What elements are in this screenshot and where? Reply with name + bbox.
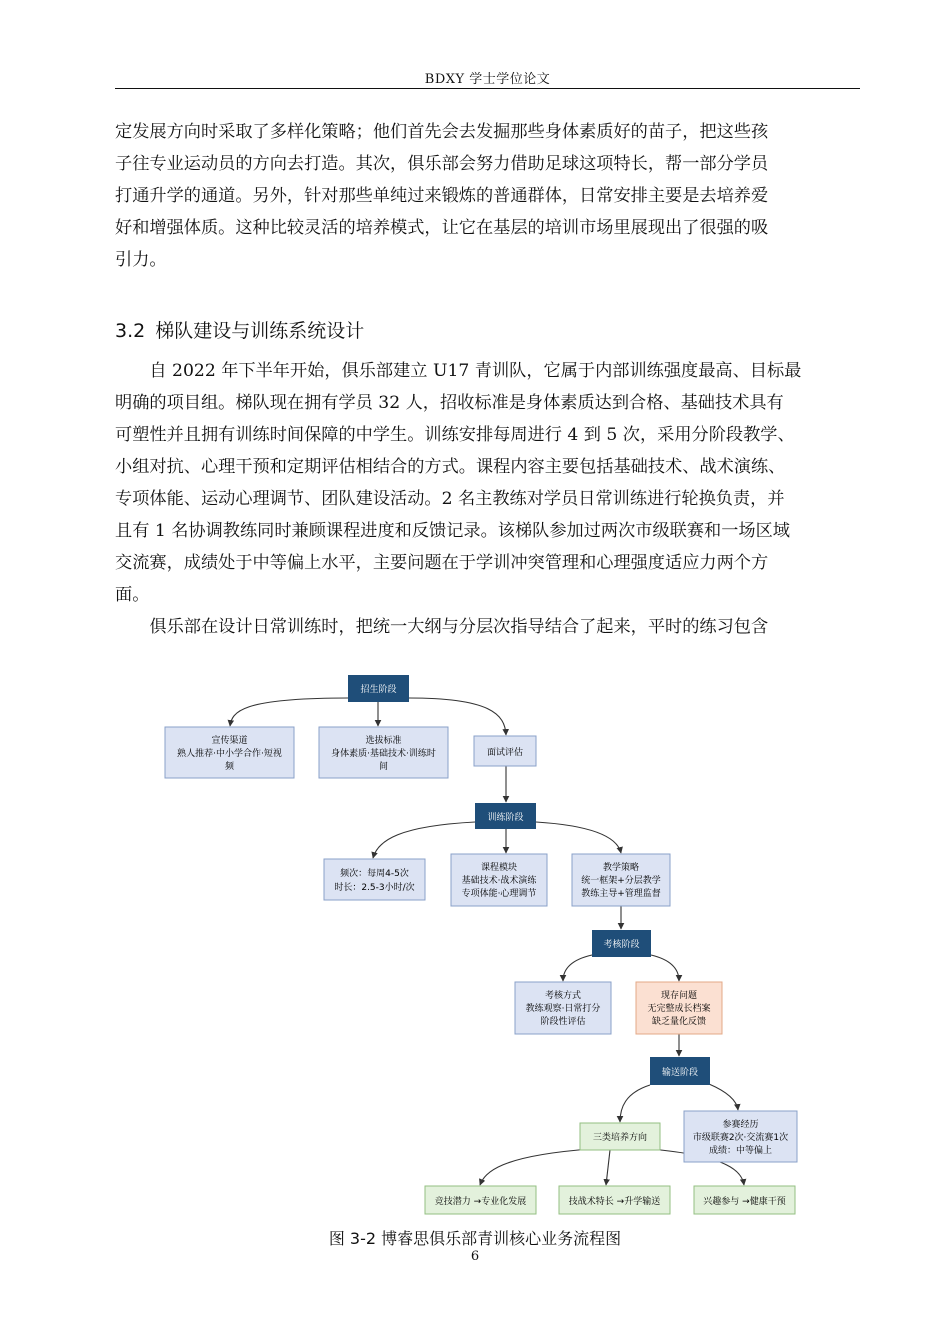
connector xyxy=(563,955,592,981)
recruit-channel-title: 宣传渠道 xyxy=(211,736,248,746)
connector xyxy=(651,955,679,981)
text-line: 面。 xyxy=(115,585,150,605)
text-line: 打通升学的通道。另外，针对那些单纯过来锻炼的普通群体，日常安排主要是去培养爱 xyxy=(115,186,769,206)
courses-line2: 专项体能·心理调节 xyxy=(461,889,537,899)
stage-transfer-label: 输送阶段 xyxy=(661,1068,699,1078)
text-line: 交流赛，成绩处于中等偏上水平，主要问题在于学训冲突管理和心理强度适应力两个方 xyxy=(115,553,769,573)
frequency-line1: 频次：每周4-5次 xyxy=(340,869,409,879)
frequency-line2: 时长：2.5-3小时/次 xyxy=(334,883,415,893)
assess-method-title: 考核方式 xyxy=(544,991,582,1001)
text-line: 明确的项目组。梯队现在拥有学员 32 人，招收标准是身体素质达到合格、基础技术具有 xyxy=(115,393,784,413)
path-health-label: 兴趣参与 →健康干预 xyxy=(703,1197,786,1207)
text-line: 且有 1 名协调教练同时兼顾课程进度和反馈记录。该梯队参加过两次市级联赛和一场区域 xyxy=(115,521,790,541)
connector xyxy=(606,1150,610,1185)
text-line: 定发展方向时采取了多样化策略；他们首先会去发掘那些身体素质好的苗子，把这些孩 xyxy=(115,122,769,142)
issues-title: 现存问题 xyxy=(660,991,698,1001)
path-pro-label: 竞技潜力 →专业化发展 xyxy=(434,1197,527,1207)
connector xyxy=(230,698,348,726)
connector xyxy=(373,822,475,858)
assess-method-line2: 阶段性评估 xyxy=(540,1017,586,1027)
recruit-channel-line1: 熟人推荐·中小学合作·短视 xyxy=(177,749,282,759)
text-line: 专项体能、运动心理调节、团队建设活动。2 名主教练对学员日常训练进行轮换负责，并 xyxy=(115,489,785,509)
issues-line2: 缺乏量化反馈 xyxy=(651,1017,707,1027)
competition-line2: 成绩：中等偏上 xyxy=(708,1146,773,1156)
assess-method-line1: 教练观察·日常打分 xyxy=(525,1004,601,1014)
page-number: 6 xyxy=(470,1249,480,1264)
connector xyxy=(480,1149,590,1185)
section-number: 3.2 xyxy=(115,320,146,342)
courses-title: 课程模块 xyxy=(480,863,518,873)
recruit-criteria-line1: 身体素质·基础技术·训练时 xyxy=(331,749,436,759)
competition-line1: 市级联赛2次·交流赛1次 xyxy=(692,1133,789,1143)
path-school-label: 技战术特长 →升学输送 xyxy=(568,1197,661,1207)
text-line: 可塑性并且拥有训练时间保障的中学生。训练安排每周进行 4 到 5 次，采用分阶段教学、 xyxy=(115,425,795,445)
strategy-line1: 统一框架+分层教学 xyxy=(581,876,661,886)
figure-caption: 图 3-2 博睿思俱乐部青训核心业务流程图 xyxy=(328,1229,622,1248)
connectors xyxy=(230,698,744,1185)
stage-recruit-label: 招生阶段 xyxy=(360,685,397,695)
stage-assessment-label: 考核阶段 xyxy=(603,940,640,950)
courses-line1: 基础技术·战术演练 xyxy=(461,876,537,886)
text-line: 俱乐部在设计日常训练时，把统一大纲与分层次指导结合了起来，平时的练习包含 xyxy=(149,617,769,637)
text-line: 子往专业运动员的方向去打造。其次，俱乐部会努力借助足球这项特长，帮一部分学员 xyxy=(115,154,769,174)
stage-training-label: 训练阶段 xyxy=(487,813,524,823)
text-line: 小组对抗、心理干预和定期评估相结合的方式。课程内容主要包括基础技术、战术演练、 xyxy=(115,457,786,477)
issues-line1: 无完整成长档案 xyxy=(647,1004,711,1014)
frequency-node xyxy=(324,859,425,900)
connector xyxy=(709,1084,738,1110)
connector xyxy=(620,1085,650,1122)
recruit-channel-line2: 频 xyxy=(224,762,235,772)
competition-title: 参赛经历 xyxy=(722,1120,759,1130)
text-line: 好和增强体质。这种比较灵活的培养模式，让它在基层的培训市场里展现出了很强的吸 xyxy=(115,218,769,238)
section-title: 梯队建设与训练系统设计 xyxy=(155,320,365,342)
strategy-line2: 教练主导+管理监督 xyxy=(581,889,661,899)
connector xyxy=(536,822,621,853)
interview-label: 面试评估 xyxy=(486,748,524,758)
three-paths-label: 三类培养方向 xyxy=(592,1133,648,1143)
recruit-criteria-title: 选拔标准 xyxy=(365,736,402,746)
recruit-criteria-line2: 间 xyxy=(378,762,389,772)
page-header: BDXY 学士学位论文 xyxy=(424,72,551,87)
text-line: 引力。 xyxy=(115,250,167,270)
text-line: 自 2022 年下半年开始，俱乐部建立 U17 青训队，它属于内部训练强度最高、目标最 xyxy=(149,361,802,381)
strategy-title: 教学策略 xyxy=(602,863,640,873)
